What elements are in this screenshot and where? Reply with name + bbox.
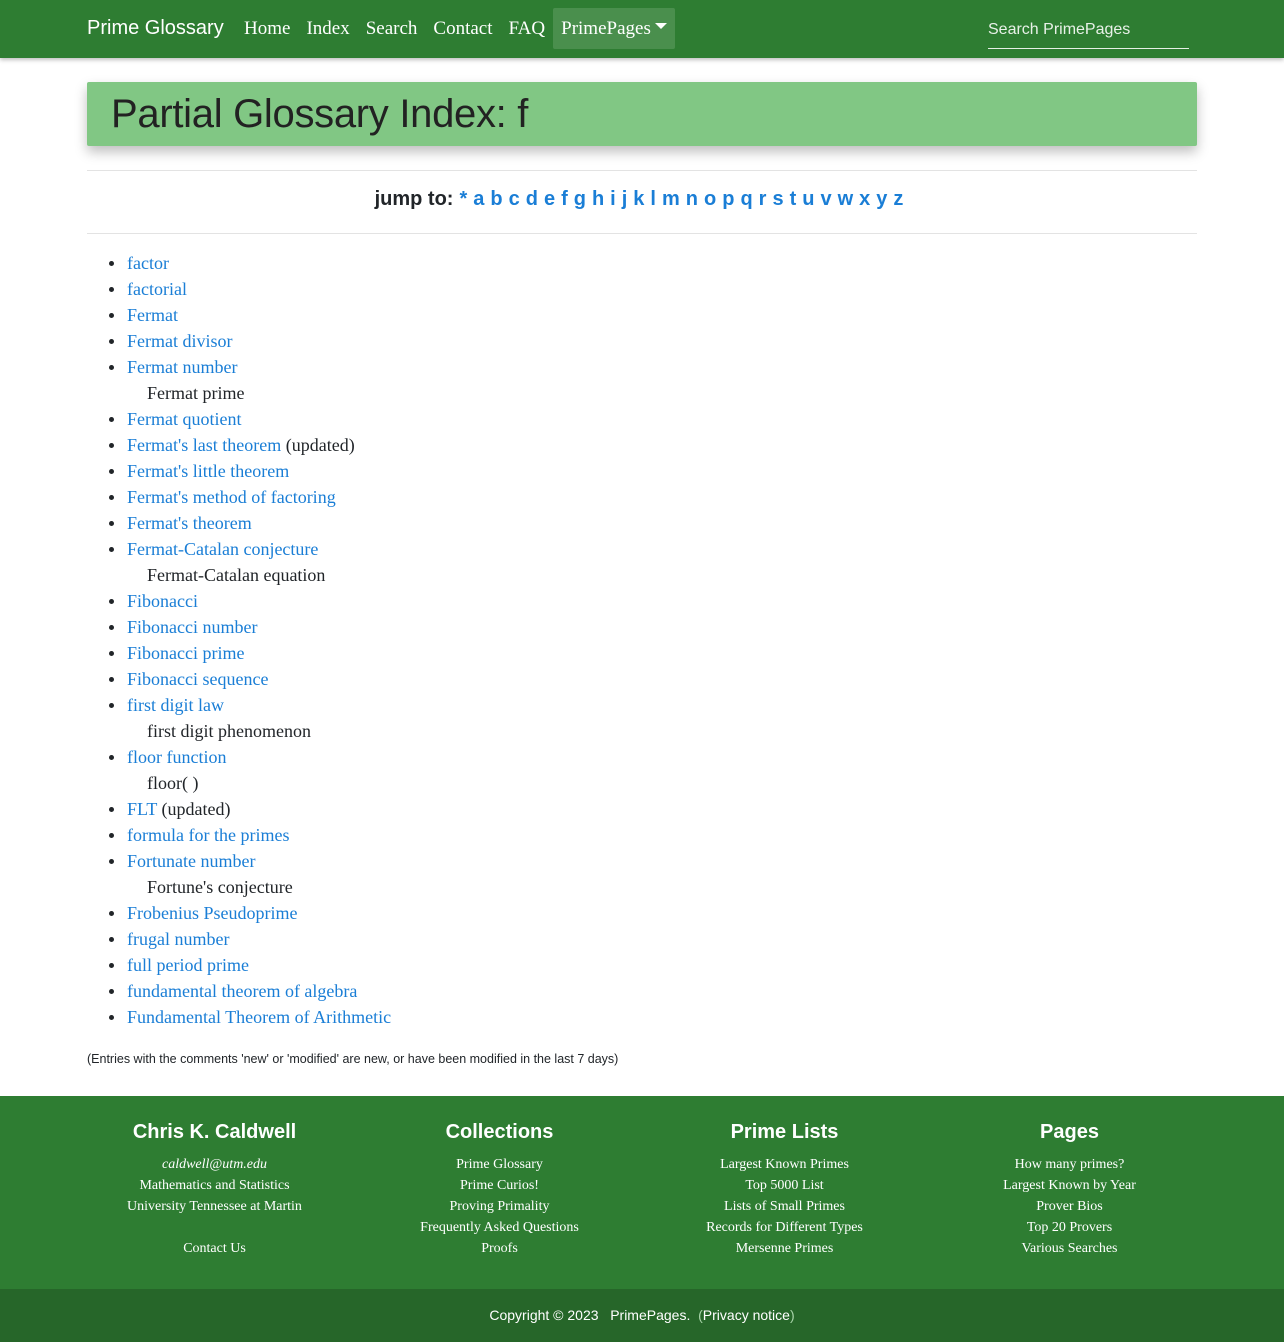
footer-link[interactable]: Mathematics and Statistics: [139, 1178, 290, 1193]
glossary-entry: [87, 822, 1197, 848]
jump-letter-link[interactable]: n: [685, 188, 698, 210]
glossary-alias-text: floor( ): [147, 773, 199, 793]
footer-link[interactable]: Proving Primality: [449, 1199, 550, 1214]
glossary-entry: [87, 536, 1197, 562]
glossary-entry-link[interactable]: frugal number: [127, 929, 230, 949]
jump-letter-link[interactable]: z: [893, 188, 904, 210]
footer-col-author: [72, 1096, 357, 1259]
footer-link[interactable]: Frequently Asked Questions: [420, 1220, 579, 1235]
footer: [0, 1096, 1284, 1289]
jump-letter-link[interactable]: c: [508, 188, 520, 210]
jump-letter-link[interactable]: k: [633, 188, 645, 210]
primepages-link[interactable]: PrimePages.: [610, 1307, 691, 1323]
footer-link[interactable]: caldwell@utm.edu: [161, 1157, 268, 1172]
glossary-entry: [87, 302, 1197, 328]
glossary-alias-text: Fermat prime: [147, 383, 245, 403]
jump-letter-link[interactable]: q: [740, 188, 753, 210]
page-title: Partial Glossary Index: f: [111, 92, 529, 136]
jump-letter-link[interactable]: i: [610, 188, 616, 210]
footer-link[interactable]: Prime Glossary: [456, 1157, 543, 1172]
footer-link[interactable]: Largest Known by Year: [1003, 1178, 1136, 1193]
glossary-entry-link[interactable]: FLT: [127, 799, 158, 819]
footer-link[interactable]: Prover Bios: [1036, 1199, 1103, 1214]
glossary-entry-link[interactable]: formula for the primes: [127, 825, 290, 845]
footer-link[interactable]: Proofs: [481, 1241, 518, 1256]
glossary-alias-text: Fermat-Catalan equation: [147, 565, 326, 585]
jump-letter-link[interactable]: w: [837, 188, 854, 210]
glossary-entry: [87, 510, 1197, 536]
footer-link[interactable]: Lists of Small Primes: [724, 1199, 845, 1214]
glossary-entry-link[interactable]: Fermat's theorem: [127, 513, 252, 533]
glossary-entry: [87, 692, 1197, 718]
entry-list: [87, 250, 1197, 1030]
jump-letters: [459, 188, 909, 210]
glossary-entry: [87, 640, 1197, 666]
glossary-entry: [87, 1004, 1197, 1030]
jump-letter-link[interactable]: a: [473, 188, 485, 210]
page-title-card: [87, 82, 1197, 146]
footer-link[interactable]: Largest Known Primes: [720, 1157, 849, 1172]
footer-link[interactable]: How many primes?: [1014, 1157, 1125, 1172]
footer-link[interactable]: Contact Us: [183, 1241, 246, 1256]
jump-letter-link[interactable]: l: [650, 188, 656, 210]
footer-col-lines: [357, 1154, 642, 1259]
glossary-entry-link[interactable]: Fibonacci prime: [127, 643, 245, 663]
glossary-entry-link[interactable]: Fermat quotient: [127, 409, 242, 429]
glossary-entry: [87, 458, 1197, 484]
footer-col-lines: [927, 1154, 1212, 1259]
glossary-entry: [87, 978, 1197, 1004]
footer-link[interactable]: University Tennessee at Martin: [127, 1199, 302, 1214]
glossary-alias-text: first digit phenomenon: [147, 721, 311, 741]
glossary-alias-text: Fortune's conjecture: [147, 877, 293, 897]
footer-col-collections: [357, 1096, 642, 1259]
glossary-entry-link[interactable]: first digit law: [127, 695, 224, 715]
glossary-entry-link[interactable]: Fortunate number: [127, 851, 256, 871]
glossary-entry: [87, 276, 1197, 302]
jump-letter-link[interactable]: h: [591, 188, 605, 210]
glossary-entry: [87, 432, 1197, 458]
glossary-entry: [87, 614, 1197, 640]
jump-letter-link[interactable]: m: [661, 188, 680, 210]
glossary-entry: [87, 328, 1197, 354]
glossary-entry: [87, 406, 1197, 432]
glossary-entry-link[interactable]: floor function: [127, 747, 227, 767]
jump-letter-link[interactable]: r: [758, 188, 767, 210]
glossary-entry-link[interactable]: Fermat's little theorem: [127, 461, 290, 481]
footer-link[interactable]: Mersenne Primes: [735, 1241, 834, 1256]
nav-primepages-dropdown[interactable]: [553, 8, 675, 49]
footer-col-lines: [642, 1154, 927, 1259]
footer-spacer: [72, 1217, 357, 1238]
jump-letter-link[interactable]: g: [573, 188, 586, 210]
jump-letter-link[interactable]: x: [859, 188, 871, 210]
privacy-open-paren: (: [698, 1307, 703, 1323]
updated-note: (updated): [281, 435, 355, 455]
privacy-close-paren: ): [789, 1307, 795, 1323]
jump-letter-link[interactable]: u: [802, 188, 815, 210]
brand-link[interactable]: Prime Glossary: [87, 17, 224, 39]
glossary-entry-link[interactable]: Fermat divisor: [127, 331, 233, 351]
divider-bottom: [87, 233, 1197, 234]
copyright-bar: [0, 1289, 1284, 1342]
jump-letter-link[interactable]: y: [876, 188, 888, 210]
jump-letter-link[interactable]: f: [561, 188, 568, 210]
footer-link[interactable]: Top 5000 List: [745, 1178, 824, 1193]
glossary-entry: [87, 354, 1197, 380]
glossary-entry: [87, 796, 1197, 822]
jump-letter-link[interactable]: *: [459, 188, 468, 210]
jump-letter-link[interactable]: e: [543, 188, 556, 210]
main-nav: [236, 8, 675, 49]
glossary-entry-link[interactable]: Fermat number: [127, 357, 238, 377]
updated-note: (updated): [157, 799, 231, 819]
glossary-entry-link[interactable]: Fibonacci number: [127, 617, 258, 637]
nav-search[interactable]: Search: [365, 18, 418, 39]
glossary-entry: [87, 588, 1197, 614]
divider-top: [87, 170, 1197, 171]
glossary-entry-link[interactable]: Fermat-Catalan conjecture: [127, 539, 319, 559]
search-input[interactable]: [988, 11, 1189, 49]
jump-letter-link[interactable]: o: [704, 188, 717, 210]
glossary-entry-link[interactable]: Fundamental Theorem of Arithmetic: [127, 1007, 392, 1027]
jump-letter-link[interactable]: b: [490, 188, 503, 210]
footer-col-pages: [927, 1096, 1212, 1259]
nav-primepages-label: PrimePages: [561, 18, 651, 39]
glossary-alias: [87, 718, 1197, 744]
caret-down-icon: [655, 23, 667, 29]
glossary-entry-link[interactable]: Fibonacci: [127, 591, 198, 611]
glossary-entry: [87, 666, 1197, 692]
glossary-alias: [87, 562, 1197, 588]
glossary-entry-link[interactable]: factorial: [127, 279, 187, 299]
footer-col-title: Pages: [1040, 1121, 1099, 1143]
glossary-entry-link[interactable]: full period prime: [127, 955, 249, 975]
jump-letter-link[interactable]: v: [820, 188, 832, 210]
nav-home[interactable]: Home: [244, 18, 291, 39]
nav-index[interactable]: Index: [306, 18, 350, 39]
footer-col-title: Collections: [445, 1121, 554, 1143]
copyright-text: Copyright © 2023: [489, 1307, 599, 1323]
glossary-entry-link[interactable]: fundamental theorem of algebra: [127, 981, 358, 1001]
jump-letter-link[interactable]: j: [621, 188, 628, 210]
top-navbar: [0, 0, 1284, 58]
glossary-entry: [87, 926, 1197, 952]
glossary-alias: [87, 874, 1197, 900]
footer-col-title: Chris K. Caldwell: [132, 1121, 297, 1143]
glossary-entry-link[interactable]: Fermat's last theorem: [127, 435, 282, 455]
footer-link[interactable]: Various Searches: [1021, 1241, 1118, 1256]
glossary-entry: [87, 744, 1197, 770]
jump-to-bar: [0, 188, 1284, 211]
jump-letter-link[interactable]: s: [772, 188, 784, 210]
glossary-entry: [87, 848, 1197, 874]
glossary-entry: [87, 250, 1197, 276]
glossary-alias: [87, 770, 1197, 796]
glossary-entry-link[interactable]: Frobenius Pseudoprime: [127, 903, 298, 923]
privacy-notice-link[interactable]: Privacy notice: [702, 1307, 790, 1323]
glossary-entry: [87, 952, 1197, 978]
glossary-entry-link[interactable]: Fibonacci sequence: [127, 669, 269, 689]
nav-contact[interactable]: Contact: [433, 18, 493, 39]
footer-col-title: Prime Lists: [730, 1121, 839, 1143]
jump-letter-link[interactable]: p: [722, 188, 735, 210]
nav-faq[interactable]: FAQ: [508, 18, 546, 39]
jump-letter-link[interactable]: d: [525, 188, 538, 210]
glossary-entry-link[interactable]: factor: [127, 253, 169, 273]
glossary-entry: [87, 900, 1197, 926]
glossary-entry: [87, 484, 1197, 510]
glossary-list: [87, 250, 1197, 1030]
footnote: (Entries with the comments 'new' or 'modified' are new, or have been modified in the last 7 days): [87, 1052, 619, 1066]
glossary-entry-link[interactable]: Fermat: [127, 305, 178, 325]
footer-link[interactable]: Records for Different Types: [706, 1220, 863, 1235]
footer-link[interactable]: Prime Curios!: [460, 1178, 539, 1193]
footer-col-lines: [72, 1154, 357, 1259]
footer-link[interactable]: Top 20 Provers: [1026, 1220, 1113, 1235]
jump-label: jump to:: [374, 188, 454, 210]
glossary-alias: [87, 380, 1197, 406]
glossary-entry-link[interactable]: Fermat's method of factoring: [127, 487, 336, 507]
footer-col-prime-lists: [642, 1096, 927, 1259]
jump-letter-link[interactable]: t: [789, 188, 797, 210]
